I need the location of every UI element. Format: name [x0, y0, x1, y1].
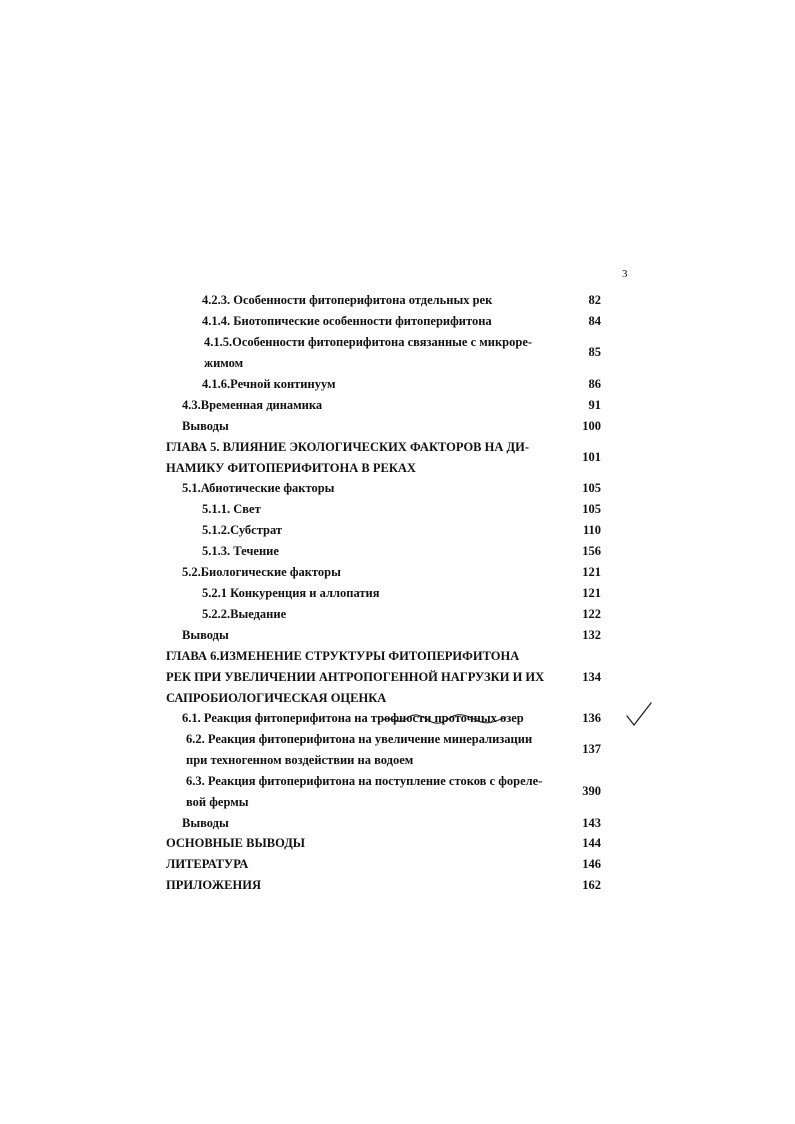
toc-page-number: 86: [588, 377, 601, 391]
toc-entry-5-2: [182, 562, 341, 583]
toc-entry-title: 5.2.1 Конкуренция и аллопатия: [202, 586, 380, 600]
toc-entry-4-1-4: [202, 311, 492, 332]
toc-entry-title: ЛИТЕРАТУРА: [166, 857, 249, 871]
toc-page-number: 100: [582, 419, 601, 433]
toc-entry-5-2-1: [202, 583, 379, 604]
toc-page-number: 101: [582, 450, 601, 464]
toc-page-number: 134: [582, 670, 601, 684]
toc-entry-title: 6.3. Реакция фитоперифитона на поступление стоков с фореле-: [186, 774, 543, 788]
toc-page-number: 132: [582, 628, 601, 642]
page-number: 3: [622, 268, 628, 280]
toc-entry-title: Выводы: [182, 628, 229, 642]
toc-entry-title: 4.1.6.Речной континуум: [202, 377, 336, 391]
toc-entry-6-3: [186, 771, 542, 813]
toc-page-number: 82: [588, 293, 601, 307]
toc-entry-5-1-1: [202, 499, 261, 520]
toc-page-number: 146: [582, 857, 601, 871]
toc-page-number: 105: [582, 502, 601, 516]
toc-page-number: 144: [582, 836, 601, 850]
toc-entry-title-continuation: САПРОБИОЛОГИЧЕСКАЯ ОЦЕНКА: [166, 691, 387, 705]
toc-page-number: 390: [582, 784, 601, 798]
toc-entry-4-2-3: [202, 290, 492, 311]
toc-entry-4-1-5: [204, 332, 532, 374]
toc-entry-title-continuation: жимом: [204, 356, 244, 370]
toc-page-number: 137: [582, 742, 601, 756]
toc-entry-title: 4.1.4. Биотопические особенности фитоперифитона: [202, 314, 492, 328]
toc-entry-5-1-3: [202, 541, 279, 562]
toc-entry-5-1-2: [202, 520, 282, 541]
toc-page-number: 122: [582, 607, 601, 621]
toc-entry-conclusions-5: [182, 625, 229, 646]
handwritten-check-icon: [624, 700, 654, 730]
toc-entry-chapter-6: [166, 646, 544, 709]
toc-page-number: 121: [582, 565, 601, 579]
toc-entry-4-3: [182, 395, 322, 416]
toc-entry-title: 5.1.2.Субстрат: [202, 523, 283, 537]
toc-page-number: 110: [582, 523, 601, 537]
toc-entry-title: 4.2.3. Особенности фитоперифитона отдельных рек: [202, 293, 493, 307]
toc-entry-title: ГЛАВА 6.ИЗМЕНЕНИЕ СТРУКТУРЫ ФИТОПЕРИФИТОНА: [166, 649, 520, 663]
toc-entry-title-continuation: РЕК ПРИ УВЕЛИЧЕНИИ АНТРОПОГЕННОЙ НАГРУЗКИ И ИХ: [166, 670, 545, 684]
toc-entry-title: 4.3.Временная динамика: [182, 398, 323, 412]
toc-page-number: 85: [588, 345, 601, 359]
toc-entry-conclusions-6: [182, 813, 229, 834]
toc-entry-title-continuation: НАМИКУ ФИТОПЕРИФИТОНА В РЕКАХ: [166, 461, 416, 475]
toc-entry-title: Выводы: [182, 419, 229, 433]
toc-entry-title: 4.1.5.Особенности фитоперифитона связанные с микроре-: [204, 335, 533, 349]
toc-entry-title: 6.1. Реакция фитоперифитона на трофности проточных озер: [182, 711, 524, 725]
toc-entry-title: 5.1.3. Течение: [202, 544, 279, 558]
toc-page-number: 162: [582, 878, 601, 892]
toc-entry-main-conclusions: [166, 833, 305, 854]
toc-entry-title: 6.2. Реакция фитоперифитона на увеличение минерализации: [186, 732, 533, 746]
toc-entry-title: 5.1.Абиотические факторы: [182, 481, 335, 495]
handwritten-underline: [380, 712, 510, 726]
toc-entry-title: Выводы: [182, 816, 229, 830]
toc-entry-title: 5.2.2.Выедание: [202, 607, 287, 621]
toc-page-number: 84: [588, 314, 601, 328]
toc-entry-title: ОСНОВНЫЕ ВЫВОДЫ: [166, 836, 306, 850]
toc-page-number: 143: [582, 816, 601, 830]
toc-page-number: 156: [582, 544, 601, 558]
toc-entry-title-continuation: при техногенном воздействии на водоем: [186, 753, 414, 767]
toc-entry-5-1: [182, 478, 334, 499]
toc-page-number: 121: [582, 586, 601, 600]
toc-entry-title: 5.1.1. Свет: [202, 502, 261, 516]
toc-entry-5-2-2: [202, 604, 286, 625]
toc-entry-literature: [166, 854, 248, 875]
toc-entry-title: ПРИЛОЖЕНИЯ: [166, 878, 261, 892]
toc-page-number: 136: [582, 711, 601, 725]
toc-entry-conclusions-4: [182, 416, 229, 437]
toc-page-number: 91: [588, 398, 601, 412]
toc-page-number: 105: [582, 481, 601, 495]
toc-entry-title: 5.2.Биологические факторы: [182, 565, 341, 579]
toc-entry-chapter-5: [166, 437, 529, 479]
toc-entry-appendices: [166, 875, 261, 896]
toc-entry-4-1-6: [202, 374, 336, 395]
toc-entry-title: ГЛАВА 5. ВЛИЯНИЕ ЭКОЛОГИЧЕСКИХ ФАКТОРОВ НА ДИ-: [166, 440, 530, 454]
toc-entry-title-continuation: вой фермы: [186, 795, 249, 809]
toc-entry-6-2: [186, 729, 532, 771]
